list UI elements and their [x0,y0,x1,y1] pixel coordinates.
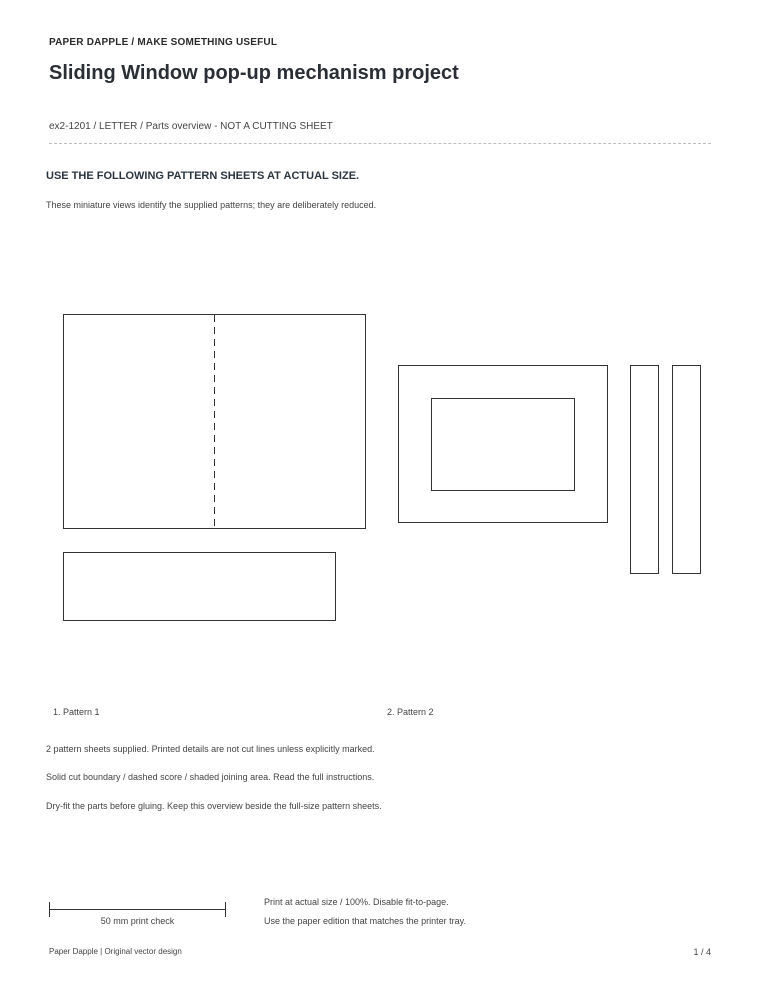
scale-check-label: 50 mm print check [100,916,175,926]
footer-credit: Paper Dapple | Original vector design [49,947,182,956]
paper-instruction: Use the paper edition that matches the printer tray. [264,916,466,926]
pattern-2-caption: 2. Pattern 2 [387,707,434,717]
document-meta: ex2-1201 / LETTER / Parts overview - NOT A CUTTING SHEET [49,121,333,132]
note-line: 2 pattern sheets supplied. Printed details are not cut lines unless explicitly marked. [46,744,375,754]
pattern-2-window-cutout [432,399,575,491]
instructions-intro: These miniature views identify the supplied patterns; they are deliberately reduced. [46,200,377,210]
pattern-2-slider-strip-a [631,366,659,574]
pattern-2-slider-strip-b [673,366,701,574]
note-line: Dry-fit the parts before gluing. Keep this overview beside the full-size pattern sheets. [46,801,382,811]
note-line: Solid cut boundary / dashed score / shaded joining area. Read the full instructions. [46,772,375,782]
instructions-heading: USE THE FOLLOWING PATTERN SHEETS AT ACTUAL SIZE. [46,170,360,182]
pattern-2-frame-piece [399,366,608,523]
brand-line: PAPER DAPPLE / MAKE SOMETHING USEFUL [49,37,278,48]
print-instruction: Print at actual size / 100%. Disable fit-to-page. [264,897,449,907]
page-number: 1 / 4 [693,947,711,957]
pattern-1-caption: 1. Pattern 1 [53,707,100,717]
page-title: Sliding Window pop-up mechanism project [49,62,459,84]
pattern-1-strip-piece [64,553,336,621]
